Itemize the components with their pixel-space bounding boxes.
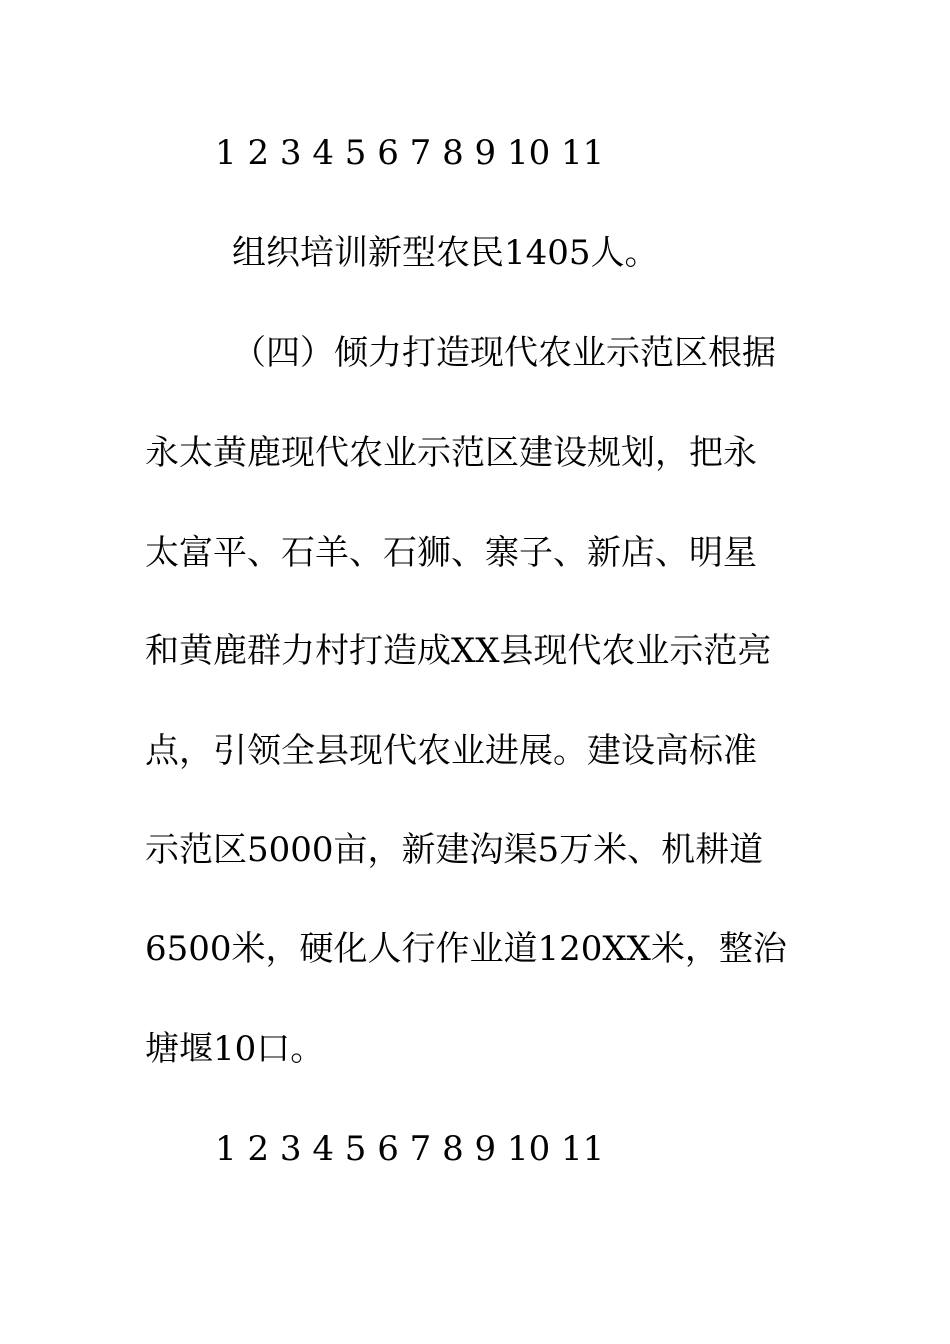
paragraph-4-line-2: 永太黄鹿现代农业示范区建设规划，把永: [145, 433, 757, 473]
paragraph-4-line-3: 太富平、石羊、石狮、寨子、新店、明星: [145, 533, 757, 573]
paragraph-4-line-4: 和黄鹿群力村打造成XX县现代农业示范亮: [145, 631, 772, 671]
paragraph-4-line-7: 6500米，硬化人行作业道120XX米，整治: [145, 929, 787, 969]
number-row-bottom: 1 2 3 4 5 6 7 8 9 10 11: [215, 1129, 605, 1169]
paragraph-4-line-6: 示范区5000亩，新建沟渠5万米、机耕道: [145, 830, 764, 870]
text-line-trained-farmers: 组织培训新型农民1405人。: [232, 233, 659, 273]
number-row-top: 1 2 3 4 5 6 7 8 9 10 11: [215, 133, 605, 173]
paragraph-4-line-5: 点，引领全县现代农业进展。建设高标准: [145, 731, 757, 771]
paragraph-4-line-8: 塘堰10口。: [145, 1029, 325, 1069]
paragraph-4-line-1: （四）倾力打造现代农业示范区根据: [232, 333, 776, 373]
